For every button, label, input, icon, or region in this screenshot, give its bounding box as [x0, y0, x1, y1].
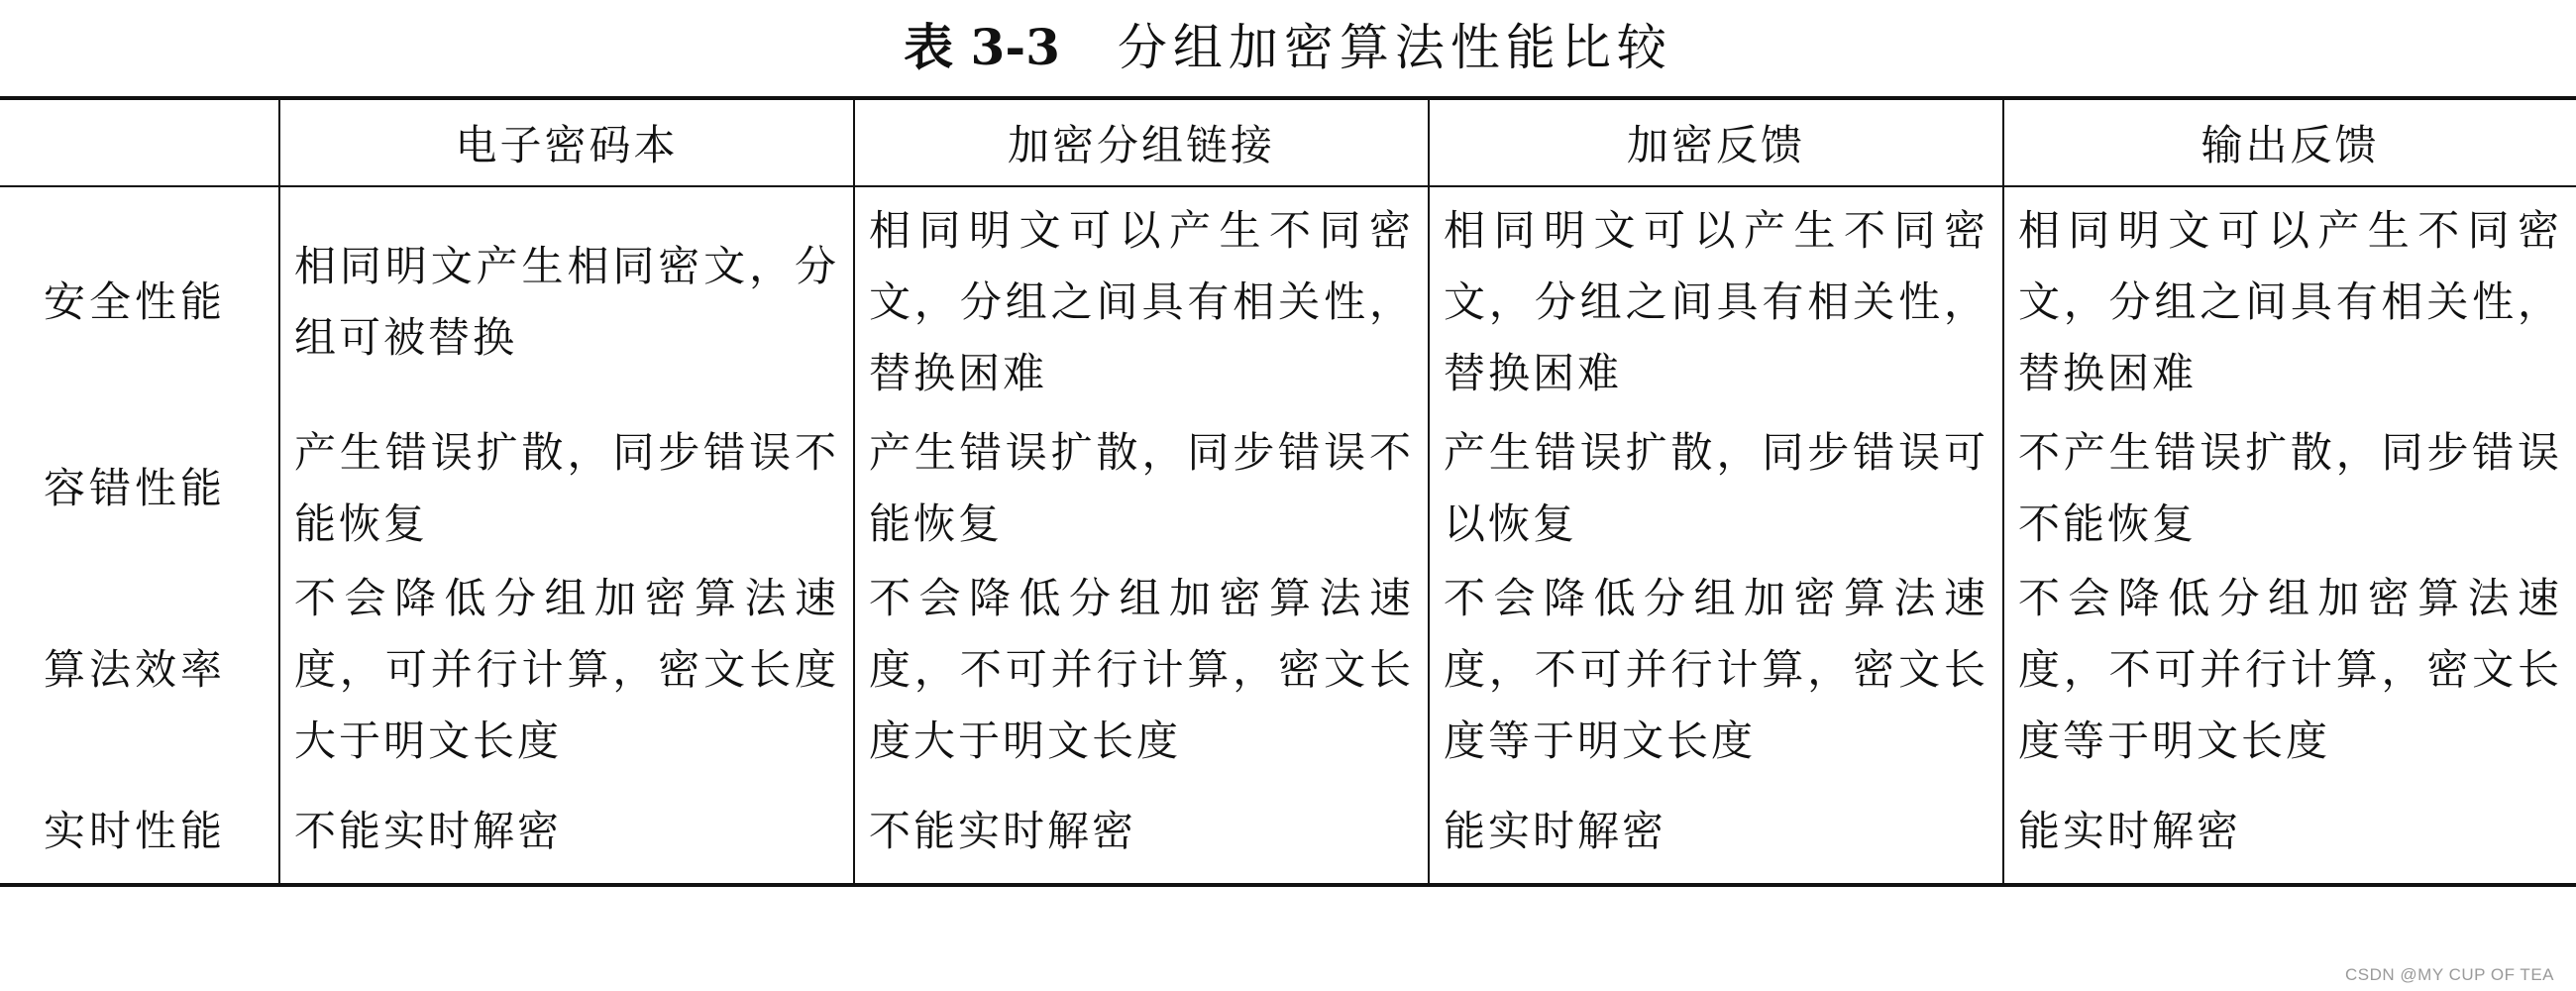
table-row: [0, 186, 2576, 417]
table-cell: 不能实时解密: [854, 780, 1429, 885]
table-cell: 不会降低分组加密算法速度，可并行计算，密文长度大于明文长度: [279, 560, 854, 780]
table-cell: 能实时解密: [2003, 780, 2576, 885]
row-label-realtime: 实时性能: [44, 807, 227, 855]
table-cell: 不能实时解密: [279, 780, 854, 885]
table-title: 分组加密算法性能比较: [1117, 19, 1672, 76]
header-cfb: 加密反馈: [1429, 98, 2003, 186]
table-cell: 相同明文可以产生不同密文，分组之间具有相关性，替换困难: [854, 186, 1429, 417]
table-number: 表 3-3: [904, 18, 1060, 76]
table-cell: 不会降低分组加密算法速度，不可并行计算，密文长度等于明文长度: [1429, 560, 2003, 780]
comparison-table: [0, 96, 2576, 887]
table-cell: 能实时解密: [1429, 780, 2003, 885]
table-cell: 产生错误扩散，同步错误不能恢复: [279, 417, 854, 560]
header-cbc: 加密分组链接: [854, 98, 1429, 186]
header-ecb: 电子密码本: [279, 98, 854, 186]
table-cell: 不产生错误扩散，同步错误不能恢复: [2003, 417, 2576, 560]
table-cell: 产生错误扩散，同步错误不能恢复: [854, 417, 1429, 560]
header-corner: [0, 98, 279, 186]
table-cell: 相同明文可以产生不同密文，分组之间具有相关性，替换困难: [2003, 186, 2576, 417]
table-cell: 不会降低分组加密算法速度，不可并行计算，密文长度等于明文长度: [2003, 560, 2576, 780]
table-caption: [0, 0, 2576, 87]
table-cell: 相同明文可以产生不同密文，分组之间具有相关性，替换困难: [1429, 186, 2003, 417]
row-label-fault-tolerance: 容错性能: [44, 464, 227, 512]
header-ofb: 输出反馈: [2003, 98, 2576, 186]
row-label-efficiency: 算法效率: [44, 645, 227, 694]
table-row: [0, 560, 2576, 780]
table-cell: 相同明文产生相同密文，分组可被替换: [279, 186, 854, 417]
table-row: [0, 780, 2576, 885]
watermark: CSDN @MY CUP OF TEA: [2345, 965, 2554, 984]
header-row: [0, 98, 2576, 186]
table-cell: 产生错误扩散，同步错误可以恢复: [1429, 417, 2003, 560]
row-label-security: 安全性能: [44, 277, 227, 326]
table-row: [0, 417, 2576, 560]
table-cell: 不会降低分组加密算法速度，不可并行计算，密文长度大于明文长度: [854, 560, 1429, 780]
